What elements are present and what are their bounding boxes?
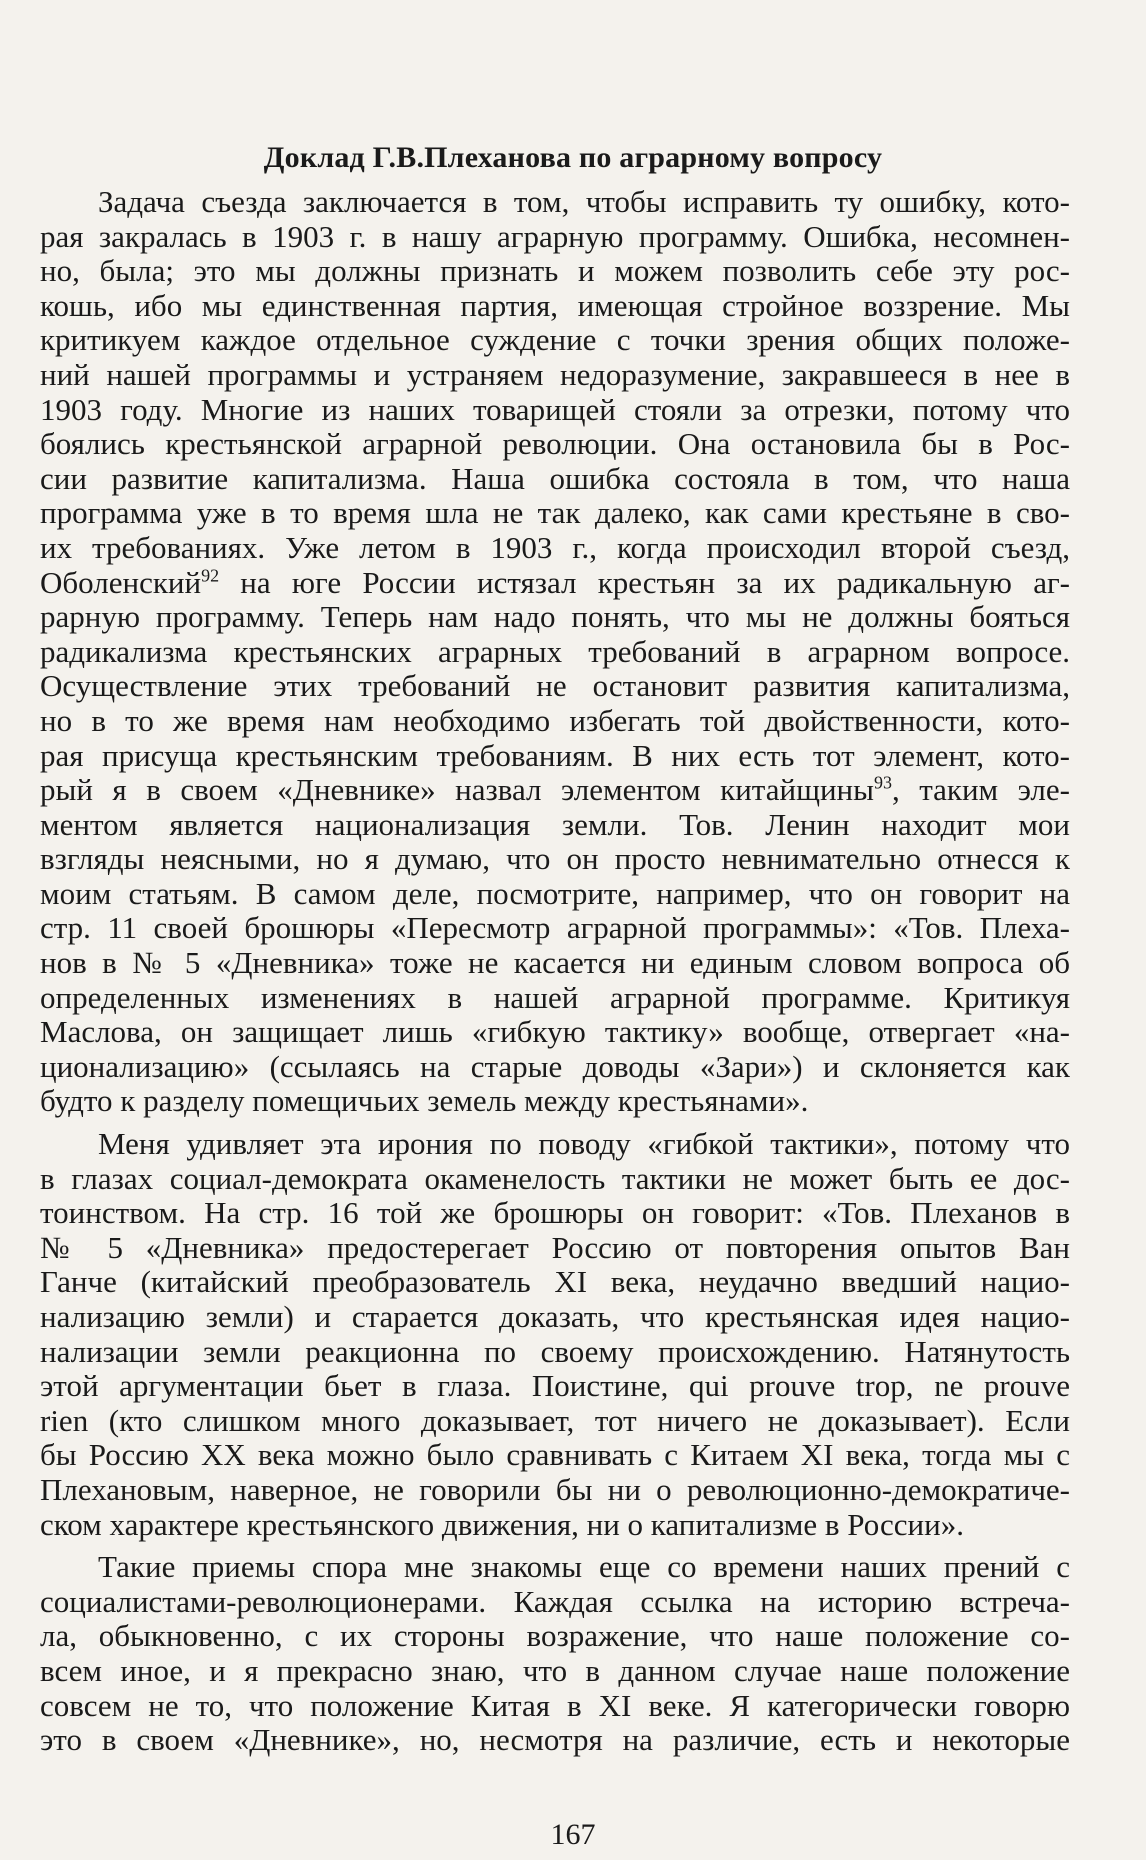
body-text — [40, 185, 1070, 1758]
text-line: Задача съезда заключается в том, чтобы исправить ту ошибку, кото- — [98, 184, 1070, 219]
paragraph — [40, 1127, 1070, 1542]
text-line: критикуем каждое отдельное суждение с точки зрения общих положе- — [40, 322, 1070, 358]
text-line: нализацию земли) и старается доказать, что крестьянская идея нацио- — [40, 1299, 1070, 1334]
paragraph — [40, 1550, 1070, 1758]
text-line: 1903 году. Многие из наших товарищей стояли за отрезки, потому что — [40, 391, 1070, 427]
text-line: совсем не то, что положение Китая в XI веке. Я категорически говорю — [40, 1687, 1070, 1723]
text-line: но в то же время нам необходимо избегать той двойственности, кото- — [40, 702, 1070, 738]
page-title: Доклад Г.В.Плеханова по аграрному вопросу — [263, 141, 883, 174]
text-line: взгляды неясными, но я думаю, что он просто невнимательно отнесся к — [40, 841, 1070, 877]
text-line: Ганче (китайский преобразователь XI века, неудачно введший нацио- — [40, 1264, 1070, 1300]
text-line: всем иное, и я прекрасно знаю, что в данном случае наше положение — [40, 1652, 1070, 1688]
footnote-marker: 93 — [873, 772, 892, 793]
text-line: ском характере крестьянского движения, ни о капитализме в России». — [40, 1506, 964, 1542]
text-line: Оболенский$^{92}$ на юге России истязал крестьян за их радикальную аг- — [40, 564, 1070, 600]
text-line: рый я в своем «Дневнике» назвал элементом китайщины$^{93}$, таким эле- — [40, 772, 1070, 808]
text-line: Такие приемы спора мне знакомы еще со времени наших прений с — [98, 1549, 1070, 1585]
text-line: рарную программу. Теперь нам надо понять, что мы не должны бояться — [40, 599, 1070, 635]
text-line: радикализма крестьянских аграрных требований в аграрном вопросе. — [40, 633, 1070, 669]
text-line: ментом является национализация земли. Тов. Ленин находит мои — [40, 806, 1070, 842]
text-line: социалистами-революционерами. Каждая ссылка на историю встреча- — [40, 1583, 1070, 1619]
text-line: определенных изменениях в нашей аграрной программе. Критикуя — [40, 979, 1070, 1015]
text-line: сии развитие капитализма. Наша ошибка состояла в том, что наша — [40, 460, 1070, 496]
text-line: Меня удивляет эта ирония по поводу «гибкой тактики», потому что — [98, 1126, 1070, 1162]
text-line: их требованиях. Уже летом в 1903 г., когда происходил второй съезд, — [40, 529, 1070, 565]
paragraph — [40, 185, 1070, 1119]
text-line: рая присуща крестьянским требованиям. В них есть тот элемент, кото- — [40, 737, 1070, 773]
text-line: будто к разделу помещичьих земель между крестьянами». — [40, 1083, 809, 1119]
text-line: этой аргументации бьет в глаза. Поистине, qui prouve trop, ne prouve — [40, 1368, 1070, 1404]
text-line: rien (кто слишком много доказывает, тот ничего не доказывает). Если — [40, 1402, 1070, 1438]
footnote-marker: 92 — [201, 565, 220, 586]
text-line: боялись крестьянской аграрной революции. Она остановила бы в Рос- — [40, 426, 1070, 462]
text-line: это в своем «Дневнике», но, несмотря на различие, есть и некоторые — [40, 1722, 1070, 1758]
page-number: 167 — [550, 1818, 596, 1851]
text-line: Осуществление этих требований не остановит развития капитализма, — [40, 668, 1070, 704]
text-line: бы Россию XX века можно было сравнивать с Китаем XI века, тогда мы с — [40, 1437, 1070, 1473]
text-line: Маслова, он защищает лишь «гибкую тактику» вообще, отвергает «на- — [40, 1014, 1070, 1050]
text-line: но, была; это мы должны признать и можем позволить себе эту рос- — [40, 253, 1070, 289]
text-line: № 5 «Дневника» предостерегает Россию от повторения опытов Ван — [40, 1229, 1070, 1265]
text-line: кошь, ибо мы единственная партия, имеющая стройное воззрение. Мы — [40, 287, 1070, 323]
text-line: в глазах социал-демократа окаменелость тактики не может быть ее дос- — [40, 1160, 1070, 1196]
text-line: рая закралась в 1903 г. в нашу аграрную программу. Ошибка, несомнен- — [40, 218, 1070, 254]
text-line: нов в № 5 «Дневника» тоже не касается ни единым словом вопроса об — [40, 945, 1070, 981]
text-line: ний нашей программы и устраняем недоразумение, закравшееся в нее в — [40, 356, 1070, 392]
text-line: тоинством. На стр. 16 той же брошюры он говорит: «Тов. Плеханов в — [40, 1195, 1070, 1231]
text-line: стр. 11 своей брошюры «Пересмотр аграрной программы»: «Тов. Плеха- — [40, 910, 1070, 946]
text-line: ла, обыкновенно, с их стороны возражение, что наше положение со- — [40, 1618, 1070, 1654]
text-line: ционализацию» (ссылаясь на старые доводы «Зари») и склоняется как — [40, 1048, 1070, 1084]
text-line: моим статьям. В самом деле, посмотрите, например, что он говорит на — [40, 875, 1070, 911]
text-line: нализации земли реакционна по своему происхождению. Натянутость — [40, 1333, 1070, 1369]
text-line: Плехановым, наверное, не говорили бы ни о революционно-демократиче- — [40, 1471, 1070, 1507]
text-line: программа уже в то время шла не так далеко, как сами крестьяне в сво- — [40, 495, 1070, 531]
